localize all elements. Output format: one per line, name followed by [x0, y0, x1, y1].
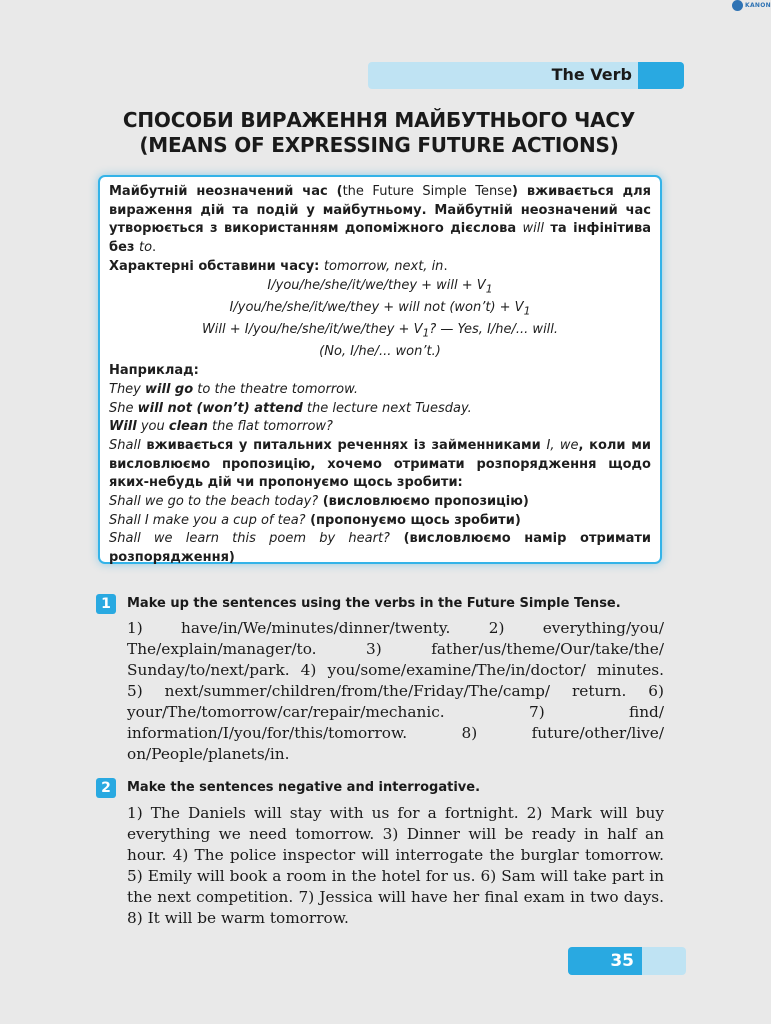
logo-text: KANON [745, 2, 771, 9]
section-header [368, 62, 684, 89]
shall-example-2: Shall I make you a cup of tea? (пропонуємо щось зробити) [109, 512, 521, 528]
exercise-2 [96, 778, 666, 938]
publisher-logo [732, 0, 771, 12]
section-title: The Verb [551, 65, 632, 84]
header-accent [638, 62, 684, 89]
example-label: Наприклад: [109, 363, 199, 379]
exercise-title: Make the sentences negative and interrogative. [127, 780, 481, 795]
example-3: Will you clean the flat tomorrow? [109, 419, 333, 435]
formula-short-answer: (No, I/he/... won’t.) [319, 344, 441, 360]
page-number: 35 [568, 947, 642, 975]
logo-circle-icon [732, 0, 743, 11]
formula-affirmative: I/you/he/she/it/we/they + will + $V_1$ [267, 277, 493, 296]
rule-intro: Майбутній неозначений час (the Future Simple Tense) вживається для вираження дій та подій у майбутньому. Майбутній неозначений час утворюється з використанням допоміжного дієслова will та інфінітива без to. [109, 184, 651, 256]
exercise-text: 1) have/in/We/minutes/dinner/twenty. 2) everything/you/ The/explain/manager/to. 3) father/us/theme/Our/take/the/ Sunday/to/next/park. 4) you/some/examine/The/in/doctor/ minutes. 5) next/summer/children/from/the/Friday/The/camp/ return. 6) your/The/tomorrow/car/repair/mechanic. 7) find/ information/I/you/for/this/tomorrow. 8) future/other/live/ on/People/planets/in. [127, 619, 664, 763]
shall-example-3: Shall we learn this poem by heart? (висловлюємо намір отримати розпорядження) [109, 531, 651, 566]
shall-example-1: Shall we go to the beach today? (висловлюємо пропозицію) [109, 494, 529, 510]
page-number-tab [568, 947, 686, 975]
exercise-number: 1 [96, 594, 116, 614]
exercise-text: 1) The Daniels will stay with us for a fortnight. 2) Mark will buy everything we need tomorrow. 3) Dinner will be ready in half an hour. 4) The police inspector will interrogate the burglar tomorrow. 5) Emily will book a room in the hotel for us. 6) Sam will take part in the next competition. 7) Jessica will have her final exam in two days. 8) It will be warm tomorrow. [127, 804, 664, 927]
title-line-2: (MEANS OF EXPRESSING FUTURE ACTIONS) [139, 133, 619, 157]
exercise-1 [96, 594, 666, 779]
title-line-1: СПОСОБИ ВИРАЖЕННЯ МАЙБУТНЬОГО ЧАСУ [122, 108, 636, 132]
formula-negative: I/you/he/she/it/we/they + will not (won’t) + $V_1$ [229, 299, 531, 318]
shall-rule: Shall вживається у питальних реченнях із займенниками I, we, коли ми висловлюємо пропозицію, хочемо отримати розпорядження щодо яких-небудь дій чи пропонуємо щось зробити: [109, 437, 651, 491]
grammar-rule-box [98, 175, 662, 564]
formula-question: Will + I/you/he/she/it/we/they + $V_1$? — Yes, I/he/... will. [201, 322, 559, 340]
exercise-title: Make up the sentences using the verbs in the Future Simple Tense. [127, 596, 621, 611]
exercise-number: 2 [96, 778, 116, 798]
page-title [60, 108, 698, 158]
example-1: They will go to the theatre tomorrow. [109, 381, 359, 397]
time-markers: Характерні обставини часу: tomorrow, next, in. [109, 258, 448, 274]
example-2: She will not (won’t) attend the lecture next Tuesday. [109, 400, 472, 416]
